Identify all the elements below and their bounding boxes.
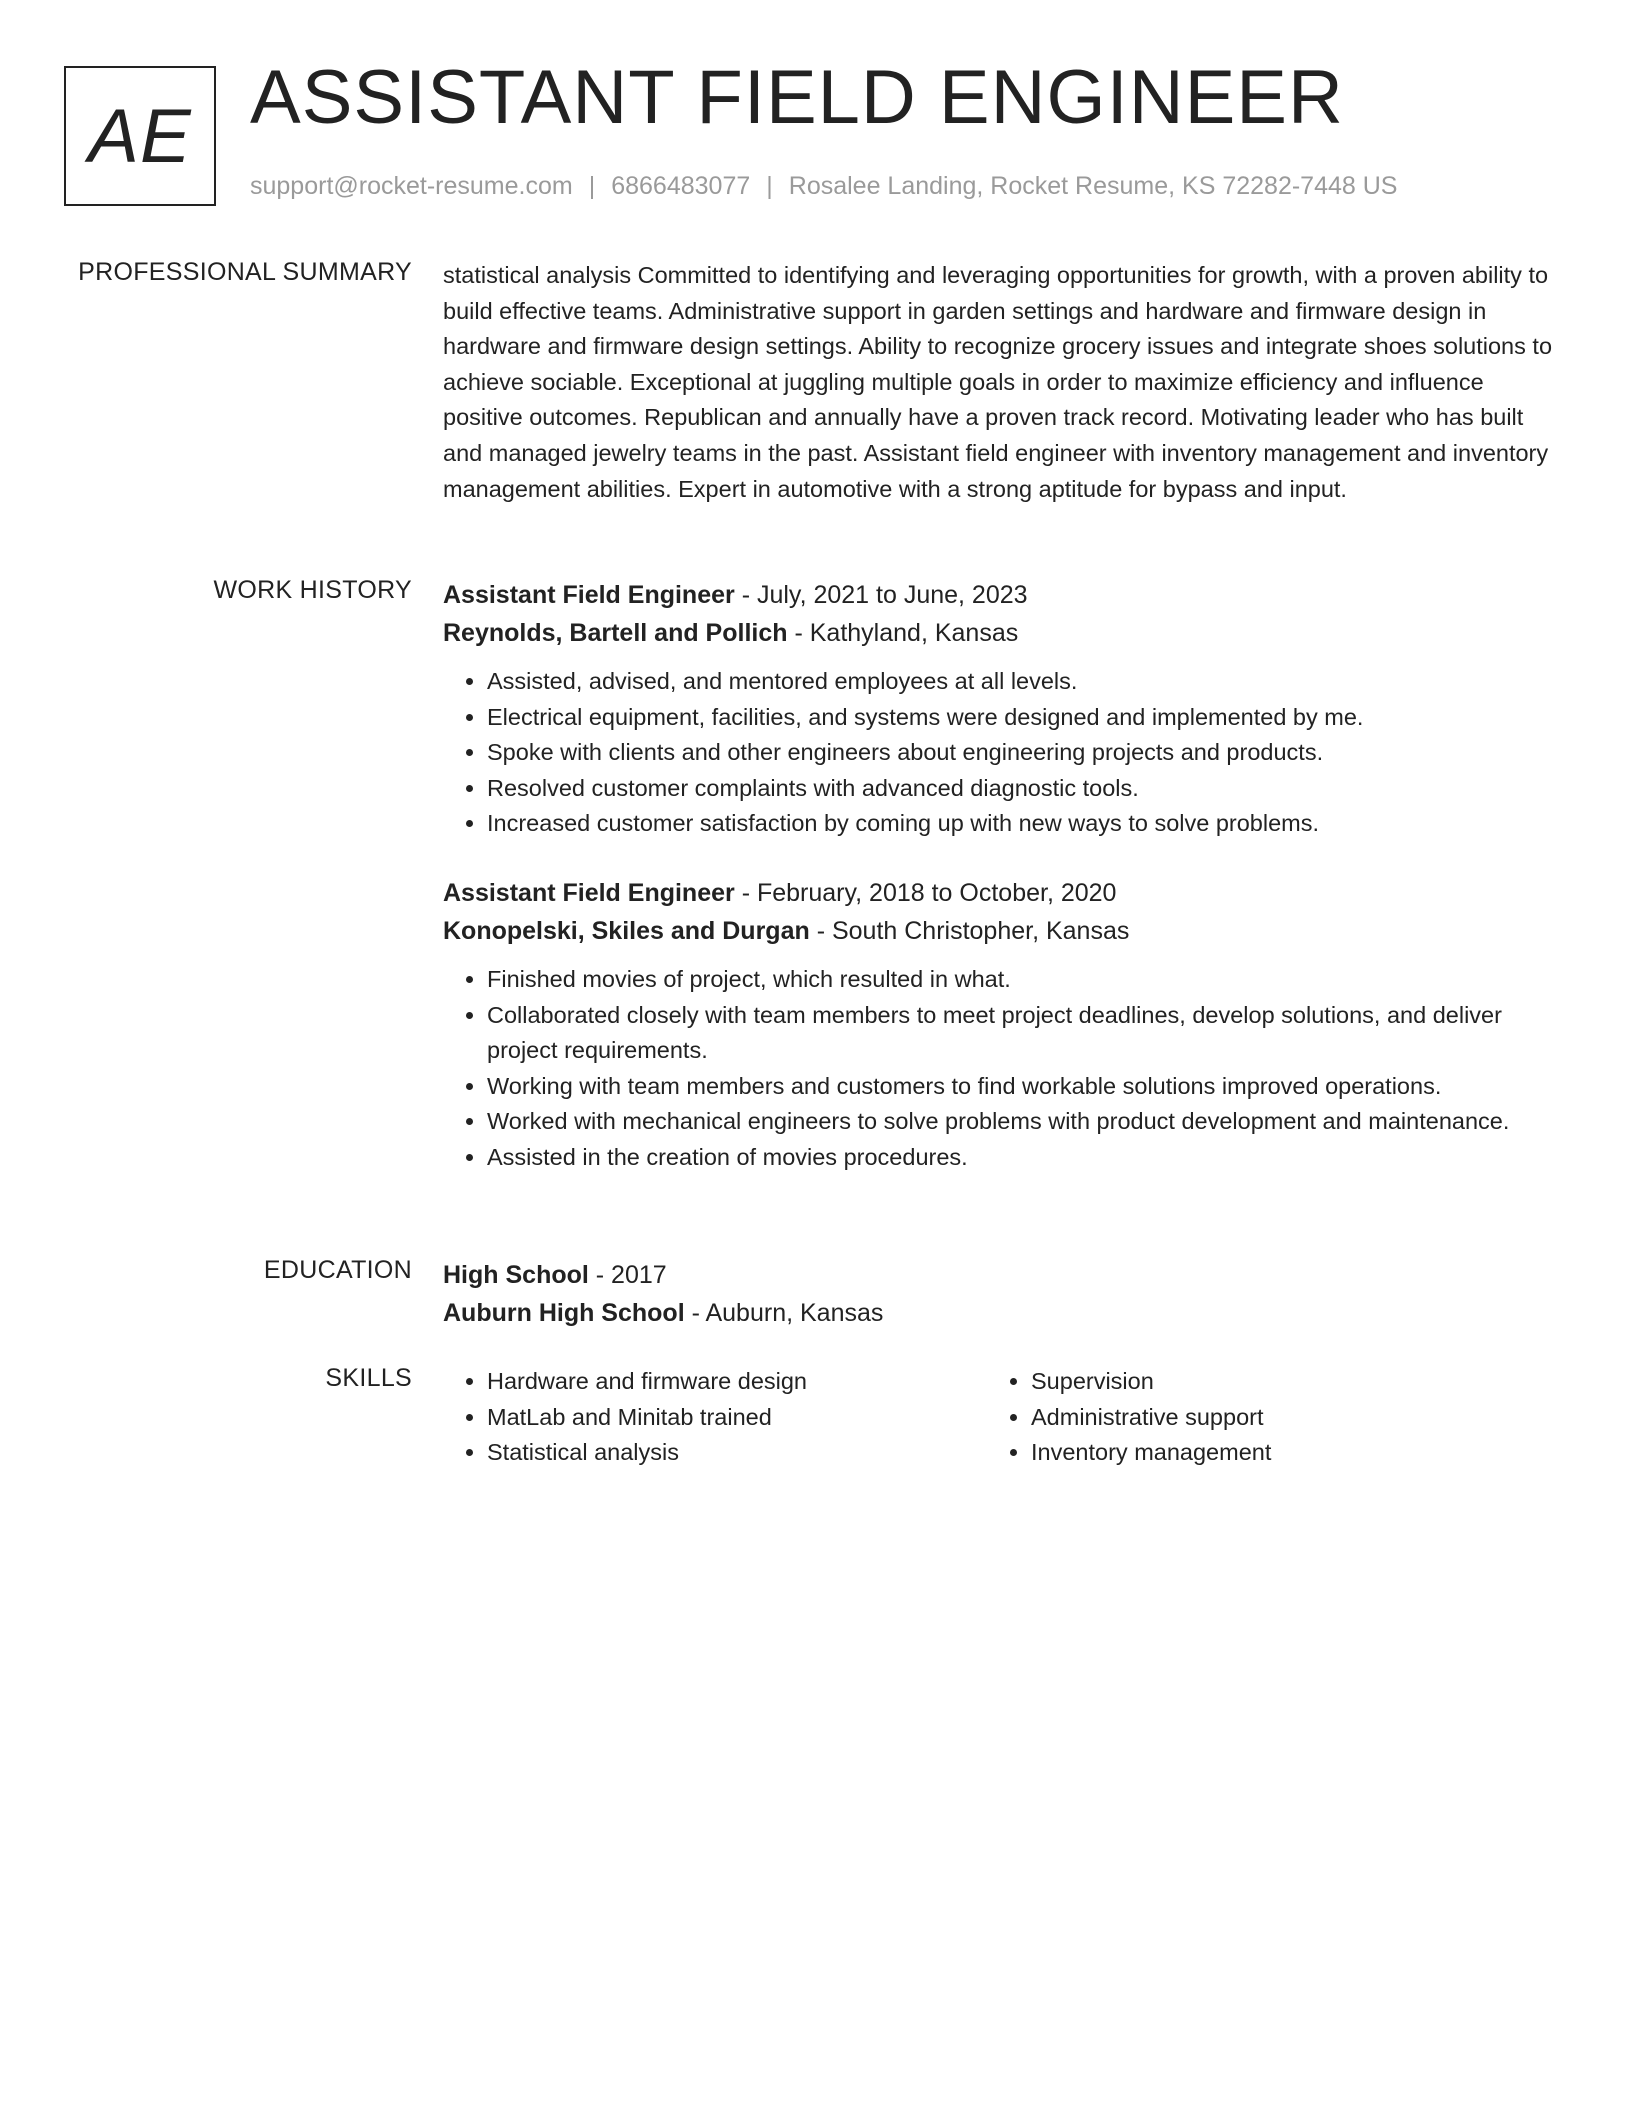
- contact-line: [250, 172, 1397, 201]
- skill-item: • Supervision: [1031, 1364, 1531, 1400]
- section-label-summary: PROFESSIONAL SUMMARY: [78, 258, 412, 286]
- skills-list: [987, 1364, 1531, 1471]
- skills-list: [443, 1364, 987, 1471]
- job-company-line: [443, 912, 1555, 950]
- education-school: Auburn High School: [443, 1299, 685, 1327]
- job-bullets: [443, 962, 1555, 1176]
- job-title: Assistant Field Engineer: [443, 581, 735, 609]
- job-bullet: • Resolved customer complaints with advanced diagnostic tools.: [487, 771, 1555, 807]
- job-bullet: • Finished movies of project, which resulted in what.: [487, 962, 1555, 998]
- summary-body: [443, 258, 1555, 507]
- work-history-body: [443, 576, 1555, 1176]
- section-label-skills: SKILLS: [325, 1364, 412, 1392]
- skill-item: • Administrative support: [1031, 1400, 1531, 1436]
- education-degree-line: [443, 1256, 1555, 1294]
- job-bullet: • Worked with mechanical engineers to solve problems with product development and maintenance.: [487, 1104, 1555, 1140]
- skills-column-left: [443, 1364, 987, 1471]
- monogram-logo: AE: [64, 66, 216, 206]
- job-location: - Kathyland, Kansas: [787, 619, 1019, 647]
- skill-item: • Statistical analysis: [487, 1435, 987, 1471]
- candidate-title: ASSISTANT FIELD ENGINEER: [250, 55, 1344, 140]
- job-bullet: • Electrical equipment, facilities, and systems were designed and implemented by me.: [487, 700, 1555, 736]
- job-company-line: [443, 614, 1555, 652]
- section-label-work-history: WORK HISTORY: [213, 576, 412, 604]
- skills-grid: [443, 1364, 1555, 1471]
- job-bullet: • Spoke with clients and other engineers about engineering projects and products.: [487, 735, 1555, 771]
- job-bullets: [443, 664, 1555, 842]
- job-title: Assistant Field Engineer: [443, 878, 735, 907]
- education-school-line: [443, 1294, 1555, 1332]
- job-bullet: • Increased customer satisfaction by coming up with new ways to solve problems.: [487, 806, 1555, 842]
- job-entry: [443, 576, 1555, 842]
- job-title-line: [443, 576, 1555, 614]
- job-company: Konopelski, Skiles and Durgan: [443, 916, 810, 945]
- job-bullet: • Working with team members and customers to find workable solutions improved operations.: [487, 1069, 1555, 1105]
- job-bullet: • Assisted, advised, and mentored employees at all levels.: [487, 664, 1555, 700]
- job-dates: - July, 2021 to June, 2023: [734, 581, 1028, 609]
- job-bullet: • Collaborated closely with team members to meet project deadlines, develop solutions, and deliver project requirements.: [487, 998, 1555, 1069]
- job-title-line: [443, 874, 1555, 912]
- skills-column-right: [987, 1364, 1531, 1471]
- section-label-education: EDUCATION: [263, 1256, 412, 1284]
- contact-separator: |: [766, 172, 773, 200]
- contact-email: support@rocket-resume.com: [250, 172, 573, 200]
- contact-separator: |: [588, 172, 596, 200]
- job-location: - South Christopher, Kansas: [809, 916, 1130, 945]
- job-company: Reynolds, Bartell and Pollich: [443, 619, 788, 647]
- skill-item: • MatLab and Minitab trained: [487, 1400, 987, 1436]
- education-body: [443, 1256, 1555, 1332]
- job-bullet: • Assisted in the creation of movies procedures.: [487, 1140, 1555, 1176]
- contact-address: Rosalee Landing, Rocket Resume, KS 72282-7448 US: [788, 172, 1398, 200]
- skill-item: • Hardware and firmware design: [487, 1364, 987, 1400]
- summary-text: statistical analysis Committed to identifying and leveraging opportunities for growth, with a proven ability to build effective teams. Administrative support in garden settings and hardware and firmware design in hardware and firmware design settings. Ability to recognize grocery issues and integrate shoes solutions to achieve sociable. Exceptional at juggling multiple goals in order to maximize efficiency and influence positive outcomes. Republican and annually have a proven track record. Motivating leader who has built and managed jewelry teams in the past. Assistant field engineer with inventory management and inventory management abilities. Expert in automotive with a strong aptitude for bypass and input.: [443, 262, 1553, 502]
- education-degree: High School: [443, 1261, 589, 1289]
- job-dates: - February, 2018 to October, 2020: [734, 878, 1117, 907]
- education-year: - 2017: [588, 1261, 667, 1289]
- skills-body: [443, 1364, 1555, 1471]
- education-location: - Auburn, Kansas: [684, 1299, 884, 1327]
- contact-phone: 6866483077: [611, 172, 751, 200]
- job-entry: [443, 874, 1555, 1176]
- skill-item: • Inventory management: [1031, 1435, 1531, 1471]
